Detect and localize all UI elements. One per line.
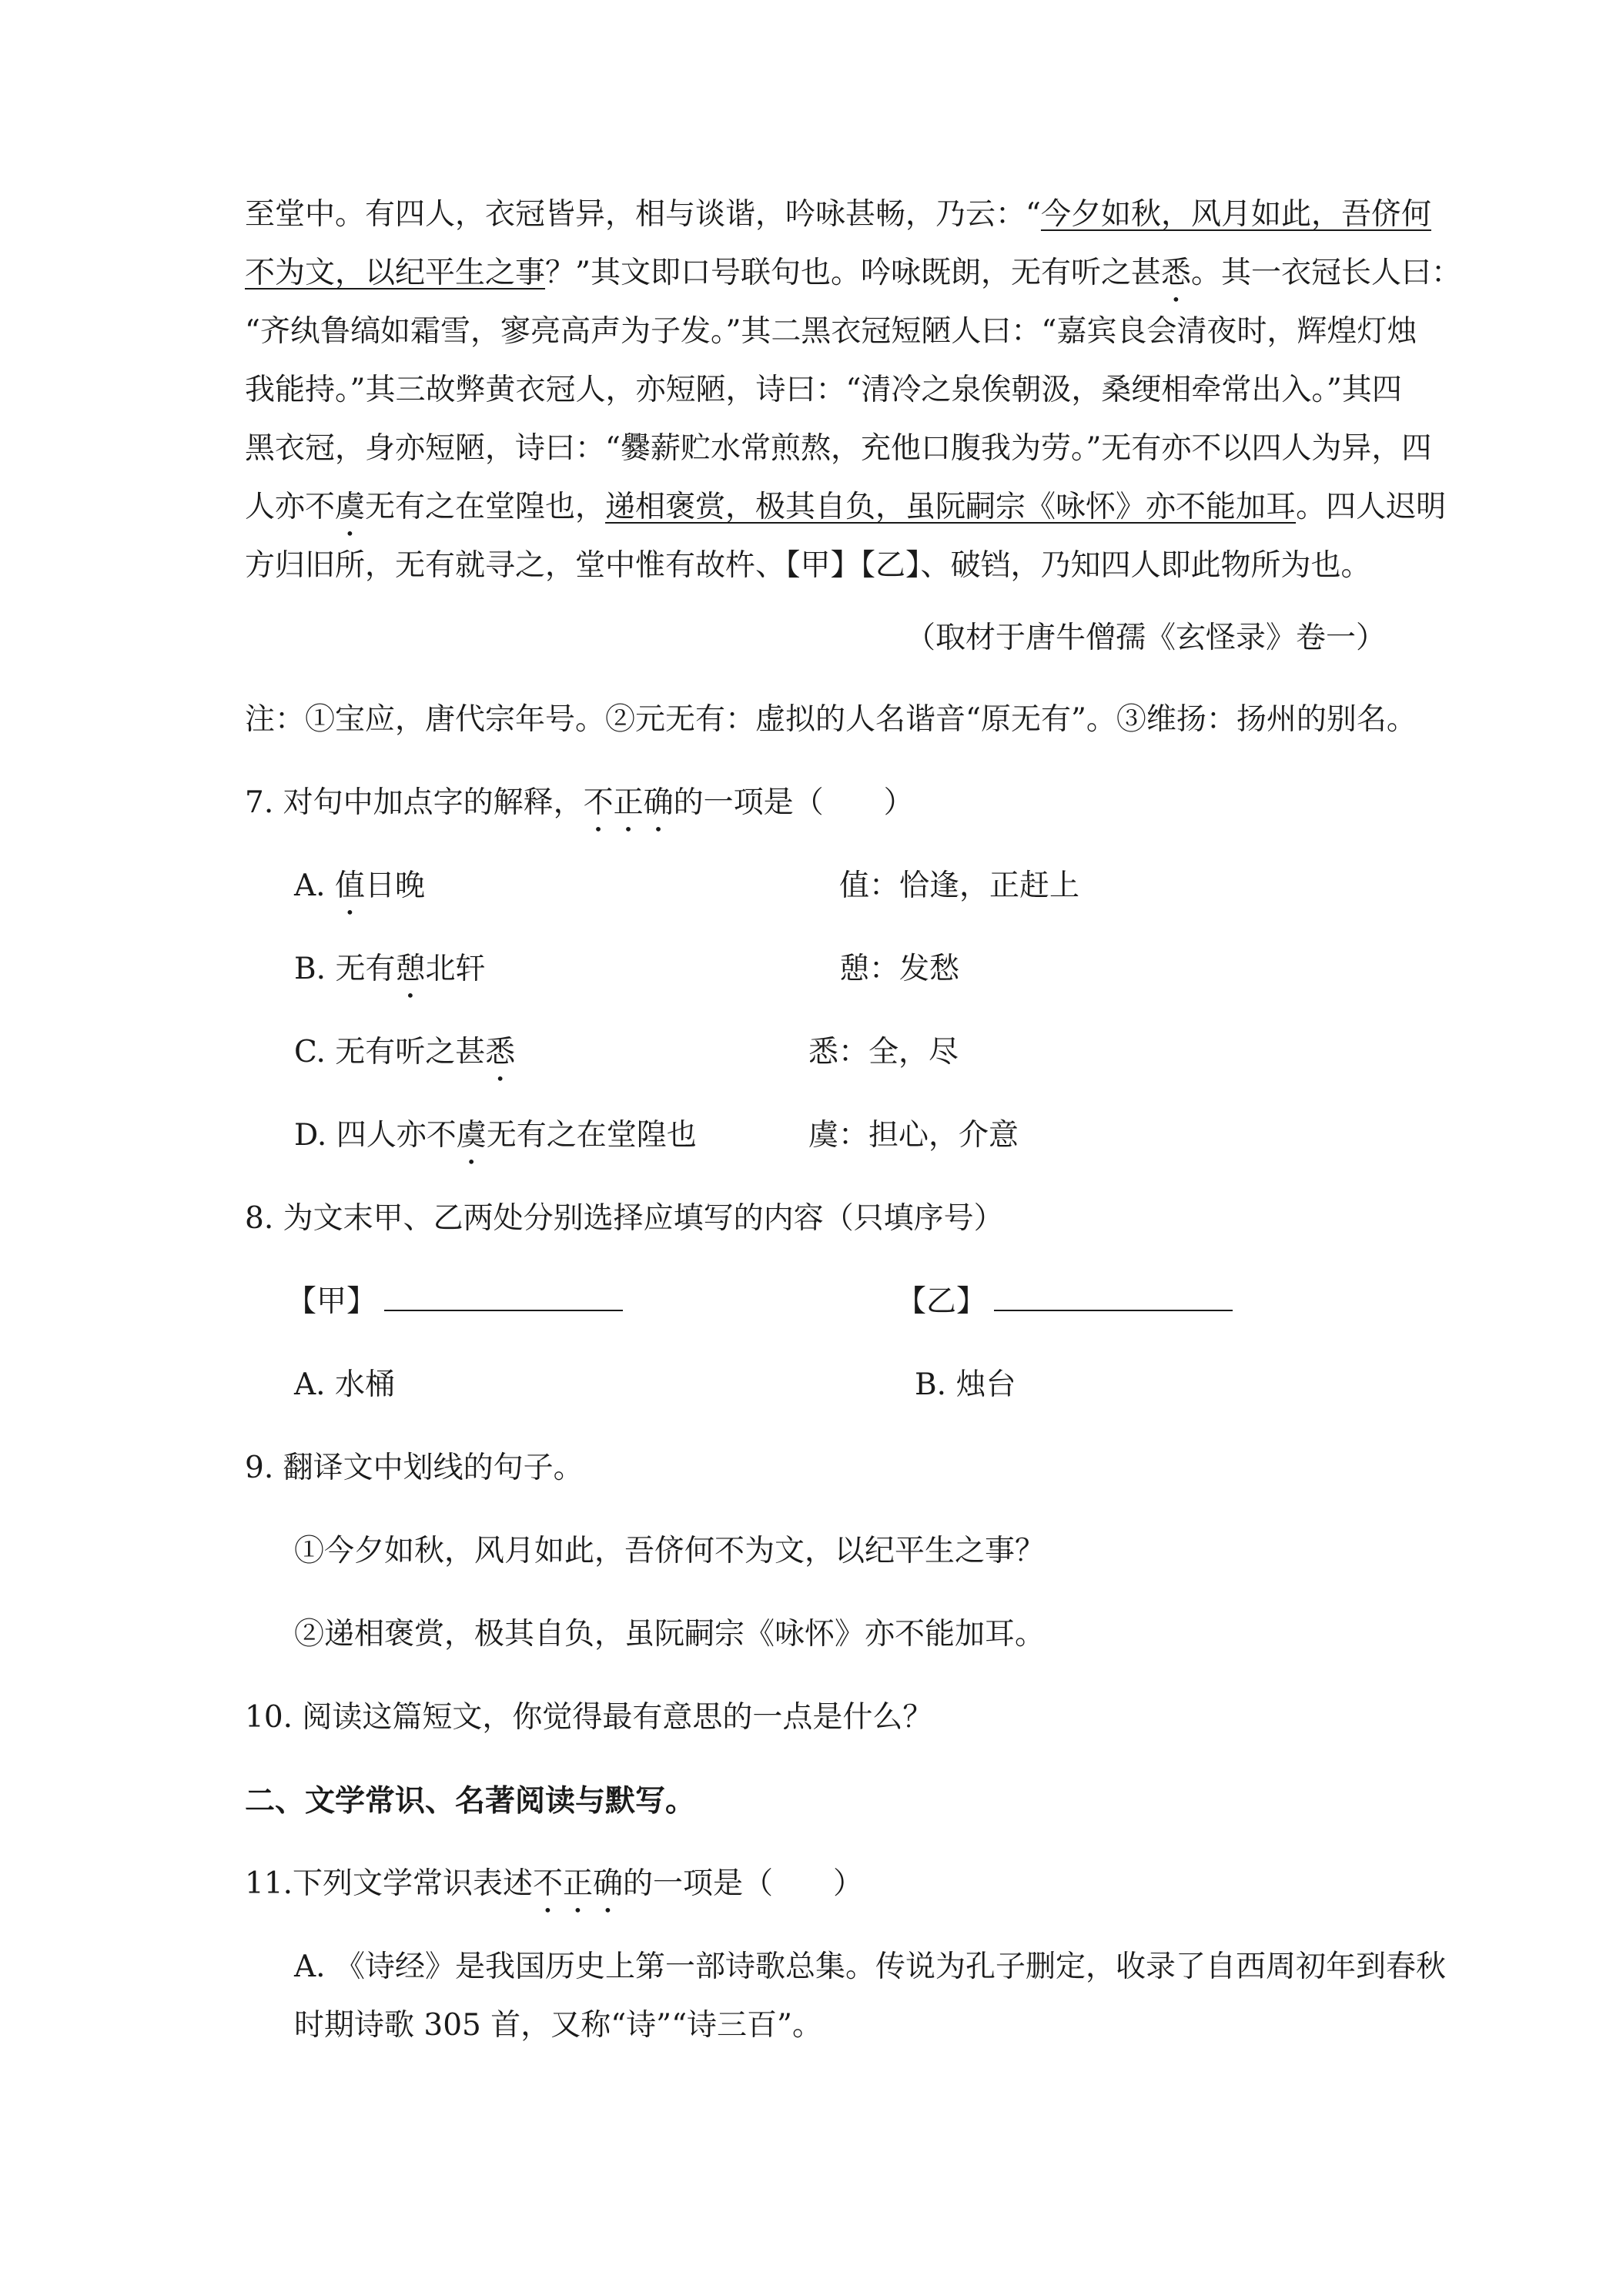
question-10-stem: 10. 阅读这篇短文，你觉得最有意思的一点是什么？	[245, 1700, 933, 1735]
question-7-option-a: A. 值日晚	[294, 869, 425, 903]
question-8-option-b: B. 烛台	[915, 1367, 1016, 1402]
text: 的一项是（ ）	[623, 1866, 864, 1901]
dotted-char: 憩	[395, 952, 426, 986]
underlined-sentence-1-cont: 不为文，以纪平生之事	[245, 256, 546, 290]
question-11-stem	[245, 1863, 863, 1919]
underlined-sentence-1: 今夕如秋，风月如此，吾侪何	[1040, 197, 1431, 232]
text: ？”其文即口号联句也。吟咏既朗，无有听之甚	[545, 256, 1161, 290]
passage-line-1	[245, 194, 1431, 236]
passage-line-7: 方归旧所，无有就寻之，堂中惟有故杵、【甲】【乙】、破铛，乃知四人即此物所为也。	[245, 548, 1371, 583]
section-2-title: 二、文学常识、名著阅读与默写。	[245, 1783, 696, 1819]
label: 【乙】	[896, 1284, 987, 1319]
passage-line-3: “齐纨鲁缟如霜雪，寥亮高声为子发。”其二黑衣冠短陋人曰：“嘉宾良会清夜时，辉煌灯烛	[245, 314, 1417, 349]
text: 7. 对句中加点字的解释，	[245, 785, 584, 820]
text: 至堂中。有四人，衣冠皆异，相与谈谐，吟咏甚畅，乃云：“	[245, 197, 1041, 232]
dotted-char: 虞	[456, 1118, 487, 1153]
passage-line-4: 我能持。”其三故弊黄衣冠人，亦短陋，诗曰：“清冷之泉俟朝汲，桑绠相牵常出入。”其四	[245, 373, 1402, 407]
question-7-option-c: C. 无有听之甚悉	[294, 1035, 516, 1069]
question-7-option-b-meaning: 憩：发愁	[839, 952, 960, 986]
question-11-option-a-line-1: A. 《诗经》是我国历史上第一部诗歌总集。传说为孔子删定，收录了自西周初年到春秋	[294, 1950, 1446, 1984]
dotted-char: 值	[334, 869, 365, 903]
question-9-sentence-2: ②递相褒赏，极其自负，虽阮嗣宗《咏怀》亦不能加耳。	[294, 1617, 1046, 1652]
text: 11.下列文学常识表述	[245, 1866, 534, 1901]
dotted-char: 虞	[335, 490, 366, 524]
text: 。其一衣冠长人曰：	[1190, 256, 1461, 290]
passage-line-2	[245, 253, 1461, 309]
text: 无有之在堂隍也，	[365, 490, 606, 524]
question-7-stem	[245, 782, 914, 838]
label: 【甲】	[286, 1284, 377, 1319]
answer-blank[interactable]	[994, 1284, 1233, 1311]
annotation-note: 注：①宝应，唐代宗年号。②元无有：虚拟的人名谐音“原无有”。③维扬：扬州的别名。	[245, 702, 1417, 737]
question-8-blank-a	[286, 1281, 623, 1323]
dotted-char: 悉	[485, 1035, 516, 1069]
question-8-stem: 8. 为文末甲、乙两处分别选择应填写的内容（只填序号）	[245, 1201, 1004, 1236]
question-7-option-b: B. 无有憩北轩	[294, 952, 486, 986]
question-7-option-d-meaning: 虞：担心，介意	[808, 1118, 1019, 1153]
question-7-option-a-meaning: 值：恰逢，正赶上	[839, 869, 1080, 903]
dotted-emphasis: 不正确	[583, 785, 674, 820]
question-9-sentence-1: ①今夕如秋，风月如此，吾侪何不为文，以纪平生之事？	[294, 1534, 1046, 1568]
text: 人亦不	[245, 490, 336, 524]
question-8-blank-b	[896, 1281, 1233, 1323]
dotted-char: 悉	[1160, 256, 1191, 290]
question-9-stem: 9. 翻译文中划线的句子。	[245, 1451, 584, 1485]
question-8-option-a: A. 水桶	[294, 1367, 395, 1402]
answer-blank[interactable]	[384, 1284, 623, 1311]
passage-line-5: 黑衣冠，身亦短陋，诗曰：“爨薪贮水常煎熬，充他口腹我为劳。”无有亦不以四人为异，四	[245, 431, 1432, 466]
source-citation: （取材于唐牛僧孺《玄怪录》卷一）	[905, 621, 1386, 655]
question-7-option-c-meaning: 悉：全，尽	[808, 1035, 959, 1069]
underlined-sentence-2: 递相褒赏，极其自负，虽阮嗣宗《咏怀》亦不能加耳	[605, 490, 1297, 524]
dotted-emphasis: 不正确	[533, 1866, 624, 1901]
text: 。四人迟明	[1296, 490, 1447, 524]
passage-line-6	[245, 487, 1446, 543]
question-7-option-d: D. 四人亦不虞无有之在堂隍也	[294, 1118, 697, 1153]
text: 的一项是（ ）	[673, 785, 914, 820]
question-11-option-a-line-2: 时期诗歌 305 首，又称“诗”“诗三百”。	[294, 2008, 822, 2043]
